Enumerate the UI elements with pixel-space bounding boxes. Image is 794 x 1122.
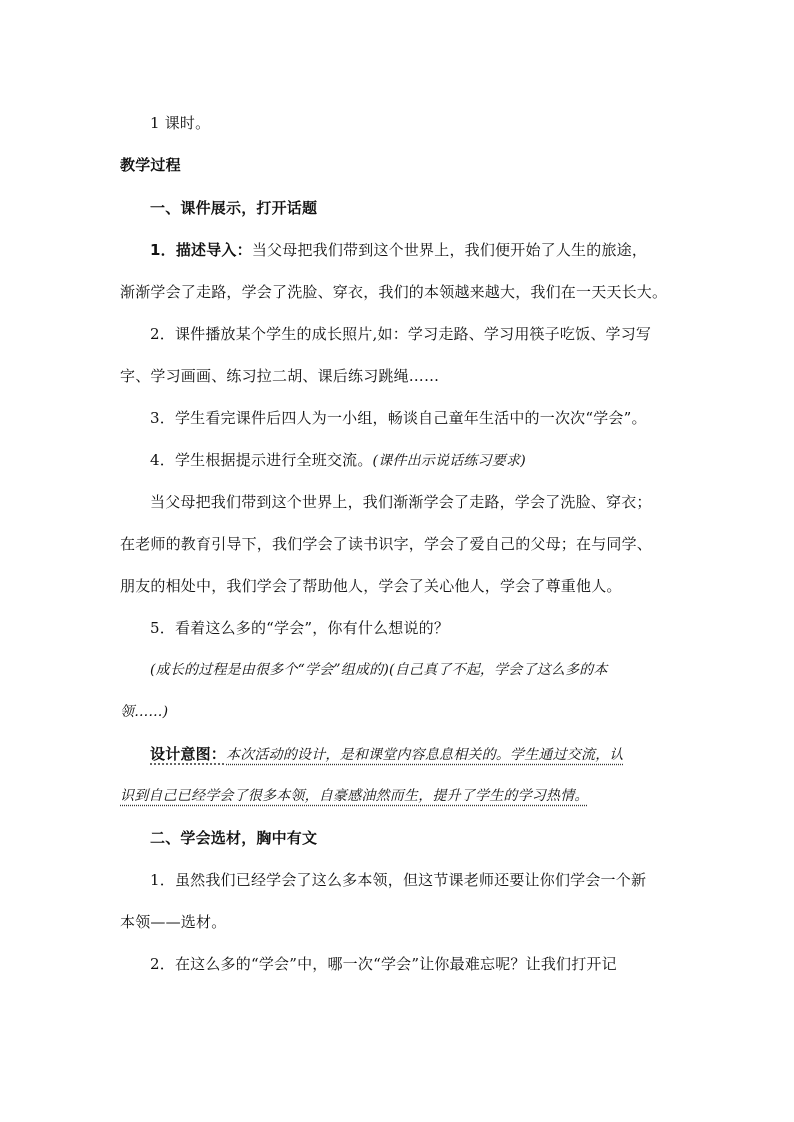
paragraph-s2-item-1: 1．虽然我们已经学会了这么多本领，但这节课老师还要让你们学会一个新 bbox=[150, 871, 647, 889]
item-4-note: (课件出示说话练习要求) bbox=[372, 453, 526, 469]
section-heading-1: 一、课件展示，打开话题 bbox=[150, 199, 318, 217]
paragraph-lesson-count: 1 课时。 bbox=[150, 114, 211, 132]
section-heading-2: 二、学会选材，胸中有文 bbox=[150, 829, 318, 847]
paragraph-answer-cont: 领……) bbox=[120, 704, 169, 720]
paragraph-item-2: 2．课件播放某个学生的成长照片,如：学习走路、学习用筷子吃饭、学习写 bbox=[150, 325, 652, 343]
intro-label: 1．描述导入： bbox=[150, 241, 252, 259]
paragraph-sample-1: 当父母把我们带到这个世界上，我们渐渐学会了走路，学会了洗脸、穿衣； bbox=[150, 493, 652, 511]
item-4-text: 4．学生根据提示进行全班交流。 bbox=[150, 451, 373, 469]
paragraph-answer: (成长的过程是由很多个“学会”组成的)(自己真了不起，学会了这么多的本 bbox=[150, 662, 608, 678]
paragraph-design-intent-cont: 识到自己已经学会了很多本领，自豪感油然而生，提升了学生的学习热情。 bbox=[120, 788, 589, 804]
paragraph-item-3: 3．学生看完课件后四人为一小组，畅谈自己童年生活中的一次次“学会”。 bbox=[150, 409, 647, 427]
heading-teaching-process: 教学过程 bbox=[120, 156, 181, 174]
paragraph-intro-cont: 渐渐学会了走路，学会了洗脸、穿衣，我们的本领越来越大，我们在一天天长大。 bbox=[120, 283, 668, 301]
paragraph-sample-2: 在老师的教育引导下，我们学会了读书识字，学会了爱自己的父母；在与同学、 bbox=[120, 535, 653, 553]
design-intent-text: 本次活动的设计，是和课堂内容息息相关的。学生通过交流，认 bbox=[226, 747, 624, 763]
paragraph-sample-3: 朋友的相处中，我们学会了帮助他人，学会了关心他人，学会了尊重他人。 bbox=[120, 577, 622, 595]
paragraph-design-intent bbox=[150, 743, 710, 766]
design-intent-label: 设计意图： bbox=[150, 745, 227, 763]
paragraph-s2-item-1-cont: 本领——选材。 bbox=[120, 913, 227, 931]
paragraph-item-2-cont: 字、学习画画、练习拉二胡、课后练习跳绳…… bbox=[120, 367, 440, 385]
paragraph-item-5: 5．看着这么多的“学会”，你有什么想说的？ bbox=[150, 619, 450, 637]
paragraph-s2-item-2: 2．在这么多的“学会”中，哪一次“学会”让你最难忘呢？让我们打开记 bbox=[150, 955, 617, 973]
paragraph-intro bbox=[150, 239, 710, 261]
paragraph-item-4 bbox=[150, 449, 710, 472]
intro-text: 当父母把我们带到这个世界上，我们便开始了人生的旅途， bbox=[251, 241, 648, 259]
